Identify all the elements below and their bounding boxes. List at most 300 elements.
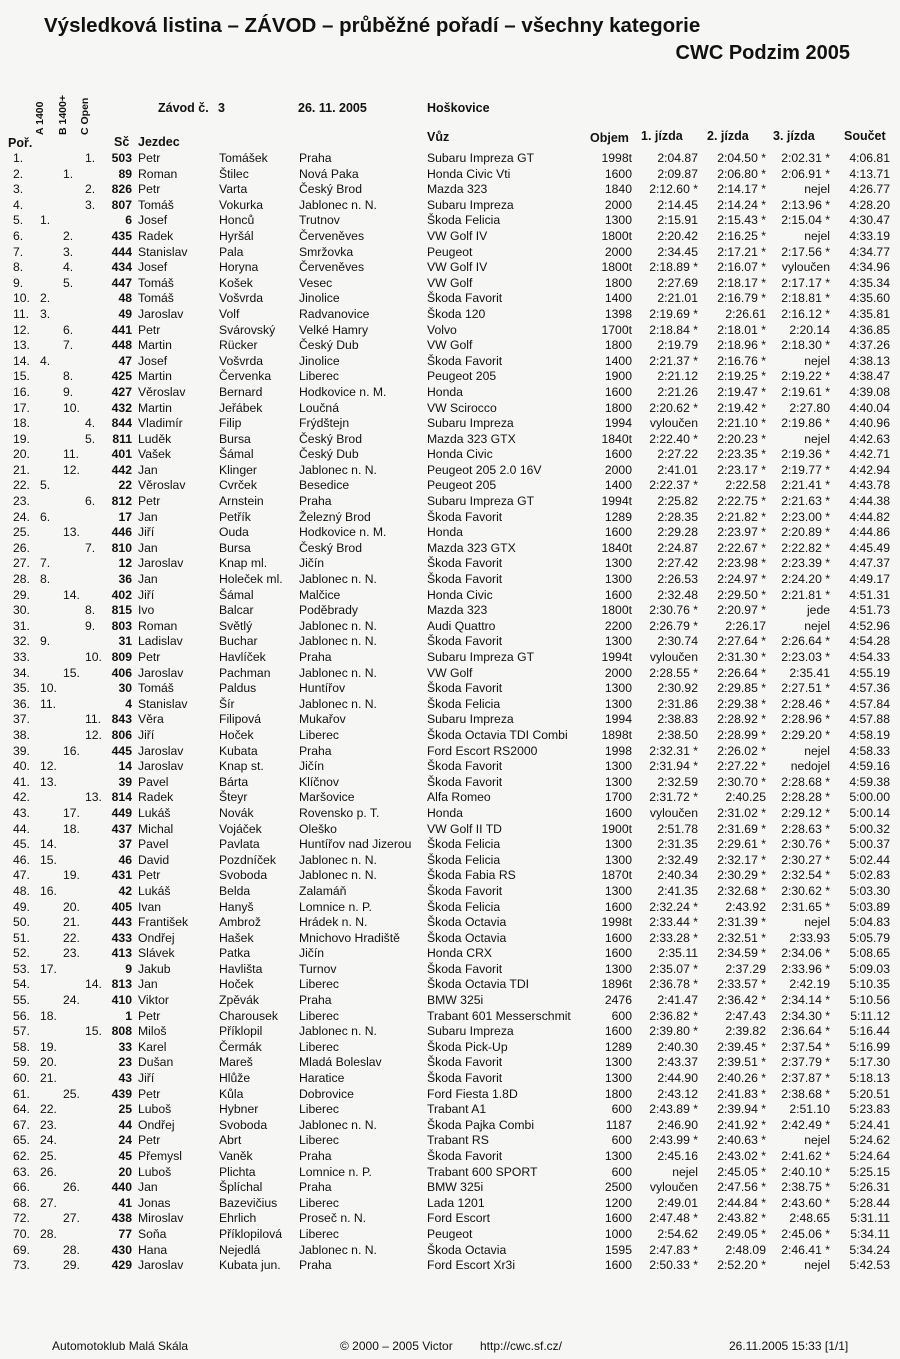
start-number-cell: 36	[118, 572, 132, 587]
car-cell: Honda	[427, 525, 463, 540]
town-cell: Český Brod	[299, 182, 362, 197]
rank-cell: 12.	[13, 322, 30, 337]
start-number-cell: 44	[118, 1117, 132, 1132]
category-a-rank-cell: 20.	[40, 1055, 57, 1070]
engine-volume-cell: 1600	[604, 525, 632, 540]
start-number-cell: 89	[118, 166, 132, 181]
race-place: Hoškovice	[427, 101, 490, 115]
run-2-cell: 2:43.92	[725, 899, 766, 914]
category-b-rank-cell: 24.	[63, 993, 80, 1008]
run-2-cell: 2:31.30 *	[717, 650, 766, 664]
rank-cell: 28.	[13, 572, 30, 587]
category-c-rank-cell: 3.	[85, 197, 96, 212]
engine-volume-cell: 1300	[604, 556, 632, 571]
first-name-cell: Věra	[138, 712, 164, 727]
table-row	[0, 525, 900, 541]
surname-cell: Šámal	[219, 587, 254, 602]
table-row	[0, 198, 900, 214]
start-number-cell: 39	[118, 774, 132, 789]
category-a-rank-cell: 26.	[40, 1164, 57, 1179]
category-a-rank-cell: 27.	[40, 1195, 57, 1210]
total-cell: 4:42.71	[849, 447, 890, 462]
car-cell: Peugeot	[427, 244, 473, 259]
surname-cell: Hyršál	[219, 228, 254, 243]
rank-cell: 72.	[13, 1211, 30, 1226]
car-cell: Honda Civic Vti	[427, 166, 511, 181]
engine-volume-cell: 1600	[604, 587, 632, 602]
run-3-cell: nejel	[804, 618, 830, 633]
run-2-cell: 2:16.25 *	[717, 228, 766, 243]
rank-cell: 64.	[13, 1102, 30, 1117]
car-cell: Škoda Fabia RS	[427, 868, 516, 883]
category-c-rank-cell: 8.	[85, 603, 96, 618]
surname-cell: Světlý	[219, 618, 253, 633]
surname-cell: Ehrlich	[219, 1211, 257, 1226]
total-cell: 5:02.83	[849, 868, 890, 883]
car-cell: VW Golf IV	[427, 228, 488, 243]
engine-volume-cell: 1600	[604, 805, 632, 820]
table-row	[0, 541, 900, 557]
run-2-cell: 2:22.67 *	[717, 540, 766, 555]
rank-cell: 42.	[13, 790, 30, 805]
start-number-cell: 14	[118, 759, 132, 774]
run-2-cell: 2:19.47 *	[717, 384, 766, 399]
first-name-cell: František	[138, 915, 189, 930]
first-name-cell: Přemysl	[138, 1149, 183, 1163]
car-cell: Audi Quattro	[427, 618, 496, 633]
table-row	[0, 1055, 900, 1071]
category-b-rank-cell: 22.	[63, 930, 80, 945]
run-1-cell: 2:21.37 *	[649, 353, 698, 368]
rank-cell: 73.	[13, 1258, 30, 1273]
header-run-1: 1. jízda	[641, 129, 683, 143]
rank-cell: 56.	[13, 1008, 30, 1023]
first-name-cell: Pavel	[138, 774, 169, 789]
run-3-cell: 2:32.54 *	[781, 868, 830, 883]
surname-cell: Vojáček	[219, 821, 262, 836]
car-cell: Škoda Octavia	[427, 930, 507, 945]
run-2-cell: 2:16.07 *	[717, 260, 766, 275]
run-2-cell: 2:39.51 *	[717, 1055, 766, 1070]
run-2-cell: 2:29.38 *	[717, 696, 766, 711]
category-a-rank-cell: 17.	[40, 961, 57, 976]
total-cell: 5:17.30	[849, 1055, 890, 1070]
rank-cell: 55.	[13, 993, 30, 1008]
run-2-cell: 2:39.82	[725, 1024, 766, 1039]
total-cell: 4:51.31	[849, 587, 890, 602]
table-row	[0, 213, 900, 229]
engine-volume-cell: 1998	[604, 743, 632, 758]
first-name-cell: Vladimír	[138, 416, 183, 431]
table-row	[0, 323, 900, 339]
total-cell: 4:40.96	[849, 416, 890, 431]
first-name-cell: Tomáš	[138, 681, 174, 696]
table-row	[0, 229, 900, 245]
run-3-cell: 2:30.76 *	[781, 837, 830, 852]
first-name-cell: Martin	[138, 369, 172, 384]
surname-cell: Vošvrda	[219, 291, 264, 306]
run-3-cell: 2:30.62 *	[781, 883, 830, 898]
surname-cell: Šámal	[219, 447, 254, 462]
rank-cell: 60.	[13, 1071, 30, 1086]
footer-copyright: © 2000 – 2005 Victor	[340, 1339, 453, 1353]
category-c-rank-cell: 4.	[85, 416, 96, 431]
surname-cell: Hlůže	[219, 1071, 251, 1086]
run-1-cell: vyloučen	[649, 1180, 698, 1195]
start-number-cell: 48	[118, 291, 132, 306]
run-1-cell: 2:21.26	[657, 384, 698, 399]
run-3-cell: nejel	[804, 915, 830, 930]
start-number-cell: 433	[111, 930, 132, 945]
run-1-cell: 2:21.01	[657, 291, 698, 306]
run-2-cell: 2:48.09	[725, 1242, 766, 1257]
first-name-cell: Stanislav	[138, 696, 188, 711]
start-number-cell: 406	[111, 665, 132, 680]
run-1-cell: 2:38.50	[657, 727, 698, 742]
category-b-rank-cell: 11.	[63, 447, 80, 462]
category-a-rank-cell: 16.	[40, 883, 57, 898]
first-name-cell: Petr	[138, 868, 161, 883]
total-cell: 4:42.94	[849, 462, 890, 477]
car-cell: VW Golf	[427, 665, 473, 680]
start-number-cell: 23	[118, 1055, 132, 1070]
rank-cell: 65.	[13, 1133, 30, 1148]
start-number-cell: 45	[118, 1149, 132, 1163]
run-3-cell: 2:02.31 *	[781, 151, 830, 165]
table-row	[0, 1165, 900, 1181]
engine-volume-cell: 1289	[604, 509, 632, 524]
category-a-rank-cell: 9.	[40, 634, 51, 649]
total-cell: 4:35.60	[849, 291, 890, 306]
total-cell: 4:42.63	[849, 431, 890, 446]
table-row	[0, 728, 900, 744]
category-b-rank-cell: 14.	[63, 587, 80, 602]
table-row	[0, 338, 900, 354]
surname-cell: Volf	[219, 306, 240, 321]
run-1-cell: 2:36.82 *	[649, 1008, 698, 1023]
total-cell: 4:37.26	[849, 338, 890, 353]
run-3-cell: 2:51.10	[789, 1102, 830, 1117]
table-row	[0, 151, 900, 167]
run-1-cell: 2:32.24 *	[649, 899, 698, 914]
rank-cell: 6.	[13, 228, 24, 243]
run-3-cell: 2:40.10 *	[781, 1164, 830, 1179]
first-name-cell: Martin	[138, 400, 172, 415]
engine-volume-cell: 1800t	[601, 260, 632, 275]
start-number-cell: 809	[111, 650, 132, 664]
town-cell: Oleško	[299, 821, 337, 836]
table-row	[0, 1071, 900, 1087]
car-cell: Škoda Felicia	[427, 213, 501, 228]
town-cell: Hodkovice n. M.	[299, 384, 387, 399]
category-c-header: C Open	[79, 97, 91, 135]
run-1-cell: 2:43.12	[657, 1086, 698, 1101]
start-number-cell: 844	[111, 416, 132, 431]
table-row	[0, 510, 900, 526]
run-1-cell: 2:20.42	[657, 228, 698, 243]
table-row	[0, 650, 900, 666]
surname-cell: Nejedlá	[219, 1242, 261, 1257]
town-cell: Jablonec n. N.	[299, 1117, 377, 1132]
engine-volume-cell: 600	[611, 1133, 632, 1148]
car-cell: Škoda Favorit	[427, 291, 503, 306]
total-cell: 5:11.12	[850, 1008, 890, 1023]
total-cell: 5:16.99	[849, 1039, 890, 1054]
total-cell: 4:59.16	[849, 759, 890, 774]
table-row	[0, 1211, 900, 1227]
category-a-rank-cell: 6.	[40, 509, 51, 524]
run-1-cell: 2:49.01	[657, 1195, 698, 1210]
category-a-rank-cell: 12.	[40, 759, 57, 774]
rank-cell: 23.	[13, 494, 30, 509]
rank-cell: 53.	[13, 961, 30, 976]
surname-cell: Patka	[219, 946, 251, 961]
town-cell: Huntířov nad Jizerou	[299, 837, 412, 852]
run-3-cell: 2:17.17 *	[781, 275, 830, 290]
town-cell: Radvanovice	[299, 306, 370, 321]
rank-cell: 69.	[13, 1242, 30, 1257]
engine-volume-cell: 1800	[604, 275, 632, 290]
total-cell: 4:52.96	[849, 618, 890, 633]
table-row	[0, 977, 900, 993]
run-1-cell: nejel	[672, 1164, 698, 1179]
start-number-cell: 439	[111, 1086, 132, 1101]
rank-cell: 61.	[13, 1086, 30, 1101]
car-cell: Peugeot 205	[427, 478, 497, 493]
surname-cell: Tomášek	[219, 151, 268, 165]
town-cell: Zalamáň	[299, 883, 347, 898]
run-3-cell: nejel	[804, 182, 830, 197]
car-cell: Škoda Felicia	[427, 696, 501, 711]
first-name-cell: Radek	[138, 790, 174, 805]
engine-volume-cell: 2200	[604, 618, 632, 633]
category-c-rank-cell: 5.	[85, 431, 96, 446]
first-name-cell: Jan	[138, 977, 158, 992]
first-name-cell: Ivo	[138, 603, 155, 618]
car-cell: Trabant 600 SPORT	[427, 1164, 538, 1179]
car-cell: Ford Escort	[427, 1211, 490, 1226]
engine-volume-cell: 1700	[604, 790, 632, 805]
town-cell: Maršovice	[299, 790, 355, 805]
run-2-cell: 2:33.57 *	[717, 977, 766, 992]
run-2-cell: 2:23.97 *	[717, 525, 766, 540]
first-name-cell: Josef	[138, 260, 168, 275]
start-number-cell: 810	[111, 540, 132, 555]
car-cell: Alfa Romeo	[427, 790, 491, 805]
first-name-cell: Ladislav	[138, 634, 183, 649]
first-name-cell: Jiří	[138, 587, 155, 602]
category-b-rank-cell: 2.	[63, 228, 74, 243]
total-cell: 4:26.77	[849, 182, 890, 197]
run-3-cell: 2:28.68 *	[781, 774, 830, 789]
car-cell: Ford Fiesta 1.8D	[427, 1086, 518, 1101]
surname-cell: Buchar	[219, 634, 258, 649]
category-a-rank-cell: 21.	[40, 1071, 57, 1086]
rank-cell: 16.	[13, 384, 30, 399]
total-cell: 4:58.19	[849, 727, 890, 742]
total-cell: 4:47.37	[849, 556, 890, 571]
engine-volume-cell: 2000	[604, 462, 632, 477]
table-row	[0, 556, 900, 572]
run-1-cell: vyloučen	[649, 805, 698, 820]
series-subtitle: CWC Podzim 2005	[675, 42, 850, 64]
surname-cell: Varta	[219, 182, 248, 197]
run-3-cell: nejel	[804, 743, 830, 758]
start-number-cell: 46	[118, 852, 132, 867]
category-a-rank-cell: 11.	[40, 696, 57, 711]
run-1-cell: 2:39.80 *	[649, 1024, 698, 1039]
run-3-cell: 2:06.91 *	[781, 166, 830, 181]
first-name-cell: Tomáš	[138, 275, 174, 290]
run-2-cell: 2:32.68 *	[717, 883, 766, 898]
run-2-cell: 2:22.75 *	[717, 494, 766, 509]
town-cell: Železný Brod	[299, 509, 371, 524]
surname-cell: Svárovský	[219, 322, 276, 337]
surname-cell: Košek	[219, 275, 253, 290]
total-cell: 5:02.44	[849, 852, 890, 867]
header-run-3: 3. jízda	[773, 129, 815, 143]
town-cell: Loučná	[299, 400, 339, 415]
run-1-cell: 2:43.99 *	[649, 1133, 698, 1148]
start-number-cell: 437	[111, 821, 132, 836]
footer-url[interactable]: http://cwc.sf.cz/	[480, 1339, 563, 1353]
engine-volume-cell: 1300	[604, 774, 632, 789]
surname-cell: Bazevičius	[219, 1195, 278, 1210]
surname-cell: Bárta	[219, 774, 249, 789]
run-1-cell: 2:26.53	[657, 572, 698, 587]
first-name-cell: Karel	[138, 1039, 167, 1054]
engine-volume-cell: 1000	[604, 1226, 632, 1241]
total-cell: 5:31.11	[850, 1211, 890, 1226]
start-number-cell: 49	[118, 306, 132, 321]
start-number-cell: 425	[111, 369, 132, 384]
town-cell: Mnichovo Hradiště	[299, 930, 400, 945]
total-cell: 4:45.49	[849, 540, 890, 555]
category-b-rank-cell: 9.	[63, 384, 74, 399]
start-number-cell: 427	[111, 384, 132, 399]
run-3-cell: 2:28.96 *	[781, 712, 830, 727]
footer-club: Automotoklub Malá Skála	[52, 1339, 189, 1353]
start-number-cell: 815	[111, 603, 132, 618]
run-2-cell: 2:27.22 *	[717, 759, 766, 774]
run-1-cell: 2:18.84 *	[649, 322, 698, 337]
run-1-cell: vyloučen	[649, 650, 698, 664]
car-cell: VW Scirocco	[427, 400, 497, 415]
total-cell: 4:38.47	[849, 369, 890, 384]
car-cell: Škoda Favorit	[427, 759, 503, 774]
table-row	[0, 666, 900, 682]
run-1-cell: 2:04.87	[657, 151, 698, 165]
category-b-rank-cell: 19.	[63, 868, 80, 883]
run-1-cell: 2:36.78 *	[649, 977, 698, 992]
total-cell: 5:24.41	[849, 1117, 890, 1132]
town-cell: Liberec	[299, 369, 339, 384]
total-cell: 4:34.96	[849, 260, 890, 275]
run-2-cell: 2:28.92 *	[717, 712, 766, 727]
start-number-cell: 432	[111, 400, 132, 415]
rank-cell: 21.	[13, 462, 30, 477]
surname-cell: Horyna	[219, 260, 259, 275]
run-1-cell: 2:18.89 *	[649, 260, 698, 275]
car-cell: Subaru Impreza GT	[427, 494, 535, 509]
first-name-cell: Jiří	[138, 727, 155, 742]
start-number-cell: 443	[111, 915, 132, 930]
engine-volume-cell: 600	[611, 1164, 632, 1179]
run-1-cell: 2:14.45	[657, 197, 698, 212]
start-number-cell: 441	[111, 322, 132, 337]
first-name-cell: Stanislav	[138, 244, 188, 259]
first-name-cell: Jaroslav	[138, 1258, 184, 1273]
engine-volume-cell: 1840	[604, 182, 632, 197]
car-cell: Honda	[427, 805, 463, 820]
first-name-cell: Roman	[138, 618, 178, 633]
table-row	[0, 868, 900, 884]
rank-cell: 70.	[13, 1226, 30, 1241]
first-name-cell: Lukáš	[138, 883, 171, 898]
category-a-rank-cell: 19.	[40, 1039, 57, 1054]
run-2-cell: 2:40.26 *	[717, 1071, 766, 1086]
table-row	[0, 822, 900, 838]
first-name-cell: Roman	[138, 166, 178, 181]
start-number-cell: 814	[111, 790, 132, 805]
table-row	[0, 167, 900, 183]
total-cell: 5:20.51	[849, 1086, 890, 1101]
run-1-cell: 2:33.28 *	[649, 930, 698, 945]
rank-cell: 17.	[13, 400, 30, 415]
start-number-cell: 401	[111, 447, 132, 462]
rank-cell: 68.	[13, 1195, 30, 1210]
run-2-cell: 2:34.59 *	[717, 946, 766, 961]
run-1-cell: 2:09.87	[657, 166, 698, 181]
run-2-cell: 2:27.64 *	[717, 634, 766, 649]
town-cell: Český Dub	[299, 447, 359, 462]
town-cell: Jinolice	[299, 291, 340, 306]
run-2-cell: 2:49.05 *	[717, 1226, 766, 1241]
total-cell: 4:39.08	[849, 384, 890, 399]
rank-cell: 9.	[13, 275, 24, 290]
engine-volume-cell: 1400	[604, 353, 632, 368]
first-name-cell: Jiří	[138, 525, 155, 540]
town-cell: Jablonec n. N.	[299, 852, 377, 867]
rank-cell: 13.	[13, 338, 30, 353]
surname-cell: Hoček	[219, 727, 254, 742]
rank-cell: 47.	[13, 868, 30, 883]
engine-volume-cell: 1994	[604, 712, 632, 727]
start-number-cell: 22	[118, 478, 132, 493]
run-2-cell: 2:26.61	[725, 306, 766, 321]
total-cell: 5:10.35	[849, 977, 890, 992]
total-cell: 4:40.04	[849, 400, 890, 415]
first-name-cell: Jan	[138, 572, 158, 587]
rank-cell: 38.	[13, 727, 30, 742]
engine-volume-cell: 1300	[604, 572, 632, 587]
start-number-cell: 9	[125, 961, 132, 976]
surname-cell: Svoboda	[219, 868, 268, 883]
table-row	[0, 790, 900, 806]
table-row	[0, 1149, 900, 1165]
start-number-cell: 42	[118, 883, 132, 898]
table-row	[0, 884, 900, 900]
category-c-rank-cell: 11.	[85, 712, 102, 727]
rank-cell: 40.	[13, 759, 30, 774]
rank-cell: 49.	[13, 899, 30, 914]
category-b-rank-cell: 1.	[63, 166, 74, 181]
engine-volume-cell: 1840t	[601, 540, 632, 555]
surname-cell: Hybner	[219, 1102, 259, 1117]
town-cell: Jičín	[299, 556, 325, 571]
start-number-cell: 826	[111, 182, 132, 197]
surname-cell: Arnstein	[219, 494, 264, 509]
